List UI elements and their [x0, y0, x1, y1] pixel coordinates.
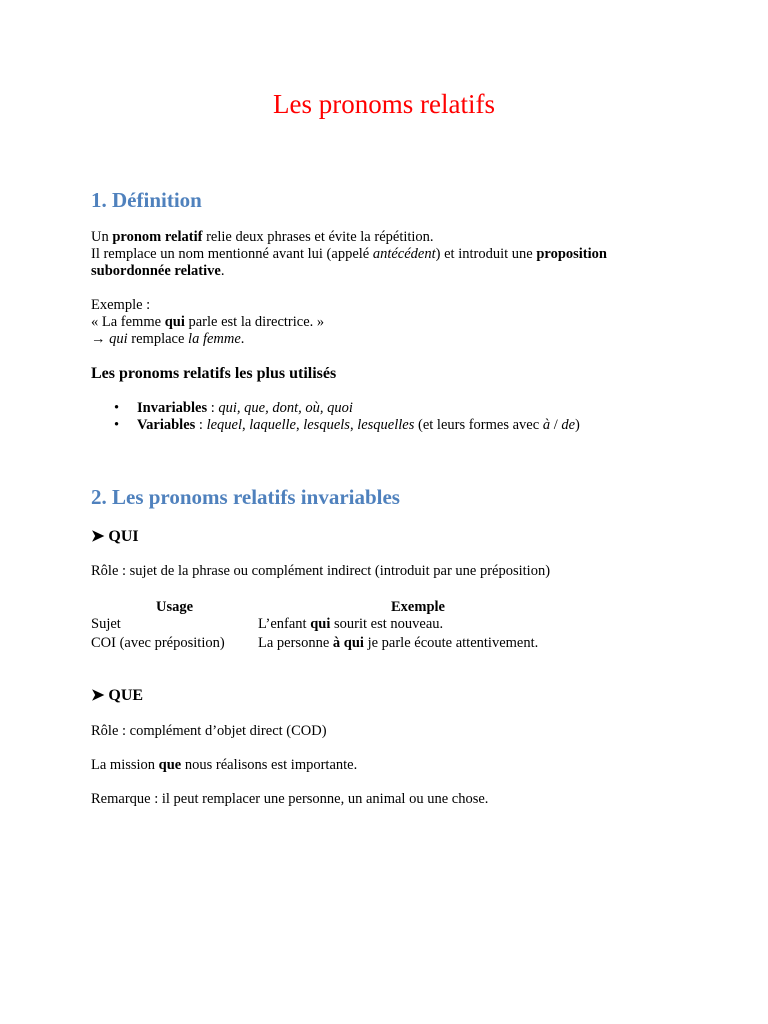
definition-line-2: Il remplace un nom mentionné avant lui (appelé antécédent) et introduit une proposition: [91, 246, 607, 262]
table-cell-example: L’enfant qui sourit est nouveau.: [258, 616, 444, 632]
table-row: [91, 616, 578, 635]
table-cell-usage: Sujet: [91, 616, 121, 632]
subheading-most-used: Les pronoms relatifs les plus utilisés: [91, 365, 337, 382]
example-label: Exemple :: [91, 297, 151, 313]
arrow-icon: →: [91, 331, 106, 347]
relative-pronoun-list: [91, 400, 580, 434]
page-title: Les pronoms relatifs: [273, 89, 495, 119]
example-note: → qui remplace la femme.: [91, 331, 245, 347]
list-item-invariables: • Invariables : qui, que, dont, où, quoi: [91, 400, 580, 417]
que-role: Rôle : complément d’objet direct (COD): [91, 723, 327, 739]
example-sentence: « La femme qui parle est la directrice. »: [91, 314, 325, 330]
list-item-variables: • Variables : lequel, laquelle, lesquels, lesquelles (et leurs formes avec à / de): [91, 417, 580, 434]
table-row: [91, 635, 578, 654]
table-header-row: [91, 598, 578, 616]
table-cell-example: La personne à qui je parle écoute attentivement.: [258, 635, 539, 651]
section-1-heading: 1. Définition: [91, 188, 202, 212]
qui-role: Rôle : sujet de la phrase ou complément indirect (introduit par une préposition): [91, 563, 551, 579]
definition-line-1: Un pronom relatif relie deux phrases et évite la répétition.: [91, 229, 434, 245]
table-header-usage: Usage: [155, 598, 194, 615]
qui-heading: ➤ QUI: [91, 528, 139, 545]
que-example: La mission que nous réalisons est importante.: [91, 757, 358, 773]
que-heading: ➤ QUE: [91, 687, 144, 704]
definition-line-3: subordonnée relative.: [91, 263, 225, 279]
que-remark: Remarque : il peut remplacer une personne, un animal ou une chose.: [91, 791, 489, 807]
table-cell-usage: COI (avec préposition): [91, 635, 225, 651]
section-2-heading: 2. Les pronoms relatifs invariables: [91, 485, 400, 509]
table-header-exemple: Exemple: [391, 598, 445, 615]
qui-usage-table: [91, 598, 578, 654]
